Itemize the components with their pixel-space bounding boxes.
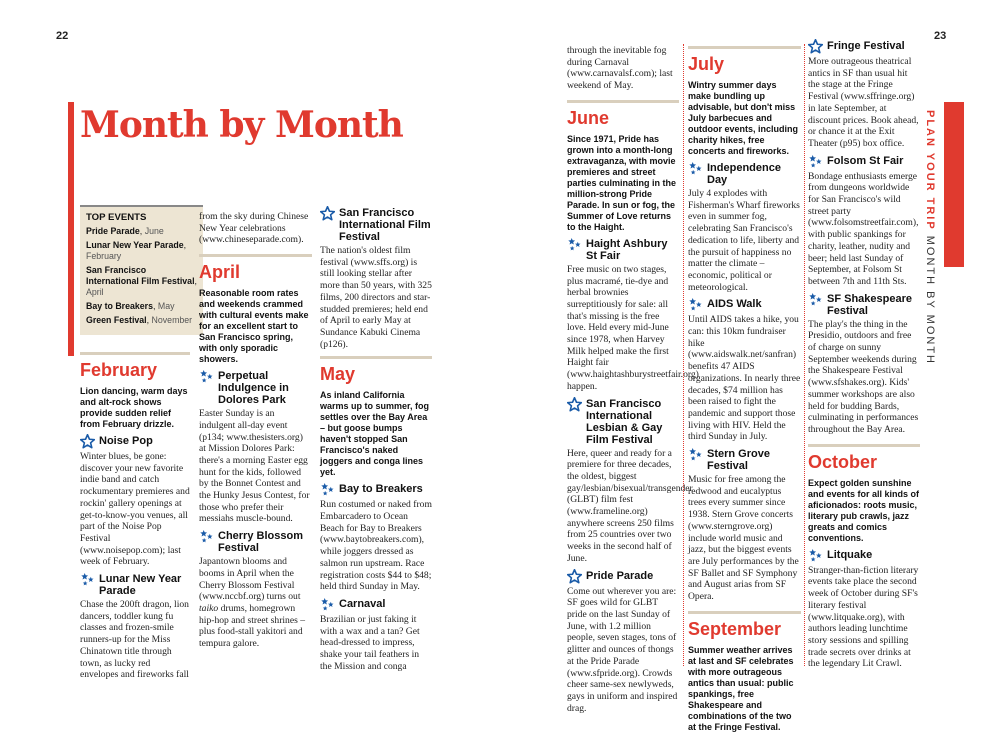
side-tab-strong: PLAN YOUR TRIP bbox=[924, 110, 936, 231]
star-icon bbox=[80, 434, 95, 449]
month-heading-april: April bbox=[199, 254, 312, 283]
fireworks-icon bbox=[688, 297, 703, 312]
column-february bbox=[80, 352, 190, 684]
event-heading-fringe-festival bbox=[808, 40, 920, 54]
event-title: Litquake bbox=[827, 548, 873, 561]
event-heading-pride-parade bbox=[567, 570, 679, 584]
perpetual-indulgence-body: Easter Sunday is an indulgent all-day event (p134; www.thesisters.org) at Mission Dolores Park: there's a morning Easter egg hunt for the kids, followed by the Bonnet Contest and the Hunky Jesus Contest, for those who prefer their messiahs muscle-bound. bbox=[199, 408, 310, 525]
event-title: San Francisco International Film Festival bbox=[339, 207, 431, 243]
carnaval-continuation: through the inevitable fog during Carnaval (www.carnavalsf.com); last weekend of May. bbox=[567, 45, 673, 92]
top-event-when: April bbox=[86, 287, 104, 297]
event-heading-stern-grove bbox=[688, 448, 801, 472]
top-event-item: Lunar New Year Parade, February bbox=[86, 240, 187, 261]
aids-walk-body: Until AIDS takes a hike, you can: this 10km fundraiser hike (www.aidswalk.net/sanfran) benefits 47 AIDS organizations. In nearly three decades, $74 million has been raised to fight the pandemic and support those living with HIV. Held the third Sunday in July. bbox=[688, 314, 801, 443]
litquake-body: Stranger-than-fiction literary events take place the second week of October during SF's literary festival (www.litquake.org), with authors leading lunchtime story sessions and spilling trade secrets over drinks at the legendary Lit Crawl. bbox=[808, 564, 919, 670]
month-heading-june: June bbox=[567, 100, 679, 129]
event-heading-perpetual-indulgence bbox=[199, 370, 312, 406]
event-heading-cherry-blossom bbox=[199, 530, 312, 554]
fireworks-icon bbox=[199, 369, 214, 384]
event-title: Independence Day bbox=[707, 162, 781, 186]
top-event-when: May bbox=[157, 301, 175, 311]
fireworks-icon bbox=[199, 529, 214, 544]
folsom-st-fair-body: Bondage enthusiasts emerge from dungeons worldwide for San Francisco's wild street party (www.folsomstreetfair.com), with public spankings for charity, leather, nudity and beer; held last Sunday of September, at Folsom St between 7th and 11th Sts. bbox=[808, 170, 919, 287]
top-event-item: Pride Parade, June bbox=[86, 226, 164, 236]
event-title: Folsom St Fair bbox=[827, 154, 904, 167]
event-heading-sf-film-festival bbox=[320, 207, 432, 243]
top-event-when: February bbox=[86, 251, 122, 261]
month-heading-july: July bbox=[688, 46, 801, 75]
column-october bbox=[808, 40, 920, 673]
event-title: Noise Pop bbox=[99, 435, 153, 447]
fireworks-icon bbox=[320, 482, 335, 497]
month-heading-october: October bbox=[808, 444, 920, 473]
left-tab bbox=[68, 102, 74, 356]
side-tab-rest: MONTH BY MONTH bbox=[924, 235, 936, 366]
lunar-new-year-body: Chase the 200ft dragon, lion dancers, toddler kung fu classes and frozen-smile runners-up for the Miss Chinatown title through town, as lucky red envelopes and fireworks fall bbox=[80, 599, 189, 681]
february-lead: Lion dancing, warm days and alt-rock shows provide sudden relief from February drizzle. bbox=[80, 386, 188, 429]
top-event-item: San Francisco International Film Festival, April bbox=[86, 265, 197, 297]
cherry-blossom-body: Japantown blooms and booms in April when the Cherry Blossom Festival (www.nccbf.org) turns out taiko drums, homegrown hip-hop and street shrines – plus food-stall yakitori and tempura galore. bbox=[199, 556, 306, 650]
event-heading-lgbt-film-festival bbox=[567, 398, 679, 446]
column-divider bbox=[683, 44, 684, 666]
star-icon bbox=[320, 206, 335, 221]
fireworks-icon bbox=[688, 161, 703, 176]
event-heading-haight-ashbury bbox=[567, 238, 679, 262]
fireworks-icon bbox=[320, 597, 335, 612]
haight-ashbury-body: Free music on two stages, plus macramé, tie-dye and herbal brownies surreptitiously for sale: all that's missing is the free love. Held every mid-June since 1978, when Harvey Milk helped make the first Haight fair (www.haightashburystreetfair.org) happen. bbox=[567, 263, 699, 392]
event-title: Haight Ashbury St Fair bbox=[586, 237, 668, 262]
event-title: Bay to Breakers bbox=[339, 483, 423, 496]
star-icon bbox=[808, 39, 823, 54]
column-june bbox=[567, 45, 699, 717]
event-heading-litquake bbox=[808, 549, 920, 563]
top-event-when: November bbox=[151, 315, 193, 325]
event-title: SF Shakespeare Festival bbox=[827, 292, 912, 317]
top-event-when: June bbox=[144, 226, 164, 236]
chinese-new-year-continuation: from the sky during Chinese New Year celebrations (www.chineseparade.com). bbox=[199, 211, 309, 246]
event-title: Fringe Festival bbox=[827, 40, 905, 52]
page-number-left: 22 bbox=[56, 30, 69, 42]
event-heading-sf-shakespeare bbox=[808, 293, 920, 317]
september-lead: Summer weather arrives at last and SF celebrates with more outrageous antics than usual: public spankings, free Shakespeare and combinations of the two at the Fringe Festival. bbox=[688, 644, 794, 732]
fringe-festival-body: More outrageous theatrical antics in SF than usual hit the stage at the Fringe Festival (www.sffringe.org) in late September, at discount prices. Book ahead, or chance it at the Exit Theater (p95) box office. bbox=[808, 56, 919, 149]
stern-grove-body: Music for free among the redwood and eucalyptus trees every summer since 1938. Stern Grove concerts (www.sterngrove.org) include world music and jazz, but the biggest events are July performances by the SF Ballet and SF Symphony and August arias from SF Opera. bbox=[688, 474, 799, 603]
top-event-name: Lunar New Year Parade bbox=[86, 240, 184, 250]
star-icon bbox=[567, 397, 582, 412]
fireworks-icon bbox=[80, 572, 95, 587]
event-heading-folsom-st-fair bbox=[808, 155, 920, 169]
event-title: AIDS Walk bbox=[707, 298, 762, 311]
fireworks-icon bbox=[567, 237, 582, 252]
event-title: Lunar New Year Parade bbox=[99, 573, 182, 598]
month-heading-february: February bbox=[80, 352, 190, 381]
right-tab bbox=[944, 102, 964, 267]
star-icon bbox=[567, 569, 582, 584]
event-heading-carnaval bbox=[320, 598, 432, 612]
fireworks-icon bbox=[808, 548, 823, 563]
top-event-name: Green Festival bbox=[86, 315, 147, 325]
top-event-name: Pride Parade bbox=[86, 226, 140, 236]
event-heading-aids-walk bbox=[688, 298, 801, 312]
column-april bbox=[199, 211, 312, 653]
event-heading-bay-to-breakers bbox=[320, 483, 432, 497]
event-title: San Francisco International Lesbian & Gay Film Festival bbox=[586, 397, 663, 446]
lgbt-film-festival-body: Here, queer and ready for a premiere for three decades, the oldest, biggest gay/lesbian/bisexual/transgender (GLBT) film fest (www.frameline.org) anywhere screens 250 films from 25 countries over two weeks in the second half of June. bbox=[567, 447, 693, 564]
column-may bbox=[320, 207, 432, 675]
month-heading-september: September bbox=[688, 611, 801, 640]
page-title: Month by Month bbox=[80, 104, 403, 146]
event-heading-noise-pop bbox=[80, 435, 190, 449]
independence-day-body: July 4 explodes with Fisherman's Wharf fireworks even in summer fog, celebrating San Francisco's dedication to life, liberty and the pursuit of happiness no matter the climate – economic, political or meteorological. bbox=[688, 188, 800, 293]
event-title: Stern Grove Festival bbox=[707, 448, 770, 473]
july-lead: Wintry summer days make bundling up advisable, but don't miss July barbecues and outdoor events, including charity hikes, free concerts and fireworks. bbox=[688, 80, 798, 156]
column-july bbox=[688, 46, 801, 736]
sf-film-festival-body: The nation's oldest film festival (www.sffs.org) is still looking stellar after more than 50 years, with 325 films, 200 directors and star-studded premieres; held end of April to early May at Sundance Kabuki Cinema (p126). bbox=[320, 245, 432, 350]
top-event-item: Bay to Breakers, May bbox=[86, 301, 175, 311]
side-tab-label bbox=[924, 110, 936, 365]
fireworks-icon bbox=[808, 154, 823, 169]
event-title: Perpetual Indulgence in Dolores Park bbox=[218, 370, 289, 407]
top-events-box bbox=[80, 205, 203, 335]
top-events-heading: TOP EVENTS bbox=[86, 212, 147, 223]
event-title: Pride Parade bbox=[586, 569, 654, 582]
fireworks-icon bbox=[808, 292, 823, 307]
top-event-name: Bay to Breakers bbox=[86, 301, 153, 311]
october-lead: Expect golden sunshine and events for all kinds of aficionados: roots music, literary pub crawls, jazz greats and comics conventions. bbox=[808, 477, 920, 543]
event-heading-lunar-new-year bbox=[80, 573, 190, 597]
june-lead: Since 1971, Pride has grown into a month-long extravaganza, with movie premieres and street parties culminating in the million-strong Pride Parade. In sun or fog, the Summer of Love returns to the Haight. bbox=[567, 133, 677, 232]
may-lead: As inland California warms up to summer, fog settles over the Bay Area – but goose bumps haven't stopped San Francisco's naked joggers and conga lines yet. bbox=[320, 390, 430, 478]
pride-parade-body: Come out wherever you are: SF goes wild for GLBT pride on the last Sunday of June, with 1.2 million people, seven stages, tons of glitter and ounces of thongs at the Pride Parade (www.sfpride.org). Crowds cheer same-sex newlyweds, gays in uniform and inspired drag. bbox=[567, 585, 678, 714]
top-event-item: Green Festival, November bbox=[86, 315, 193, 325]
noise-pop-body: Winter blues, be gone: discover your new favorite indie band and catch rockumentary premieres and rockin' gallery openings at get-to-know-you venues, all part of the Noise Pop Festival (www.noisepop.com); last week of February. bbox=[80, 451, 190, 568]
sf-shakespeare-body: The play's the thing in the Presidio, outdoors and free of charge on sunny September weekends during the Shakespeare Festival (www.sfshakes.org). Kids' summer workshops are also held for budding Bards, culminating in performances throughout the Bay Area. bbox=[808, 318, 919, 435]
event-title: Cherry Blossom Festival bbox=[218, 530, 303, 555]
event-title: Carnaval bbox=[339, 597, 386, 610]
month-heading-may: May bbox=[320, 356, 432, 385]
april-lead: Reasonable room rates and weekends crammed with cultural events make for an excellent start to San Francisco spring, with only sporadic showers. bbox=[199, 288, 309, 365]
top-event-name: San Francisco International Film Festival bbox=[86, 265, 195, 286]
bay-to-breakers-body: Run costumed or naked from Embarcadero to Ocean Beach for Bay to Breakers (www.baytobreakers.com), while joggers dressed as salmon run upstream. Race registration costs $44 to $48; held third Sunday in May. bbox=[320, 499, 432, 593]
page-number-right: 23 bbox=[934, 30, 947, 42]
column-divider bbox=[804, 44, 805, 666]
event-heading-independence-day bbox=[688, 162, 801, 186]
fireworks-icon bbox=[688, 447, 703, 462]
carnaval-body: Brazilian or just faking it with a wax and a tan? Get head-dressed to impress, shake your tail feathers in the Mission and conga bbox=[320, 613, 420, 672]
